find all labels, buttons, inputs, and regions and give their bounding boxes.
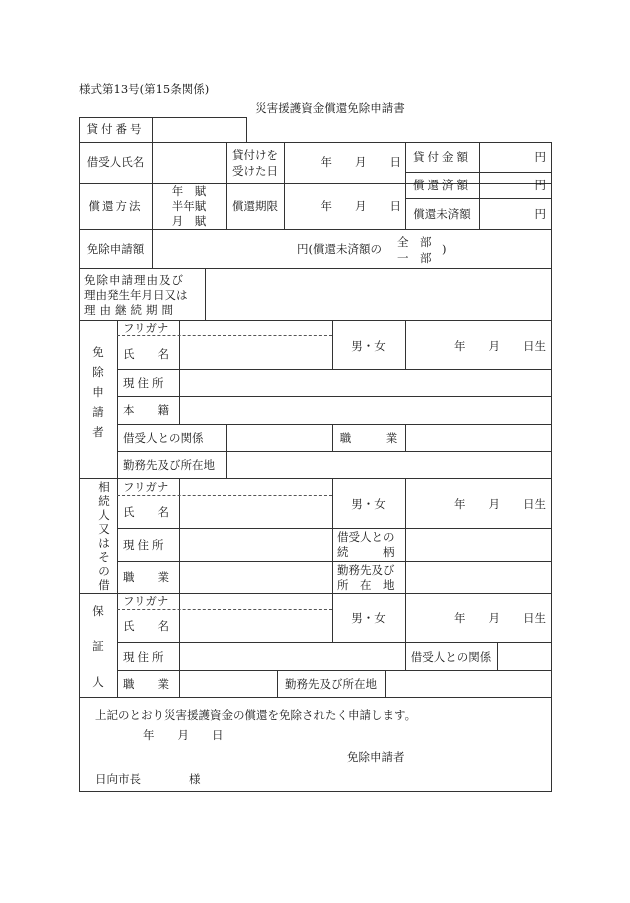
- heir-name-label: 氏 名: [123, 505, 169, 519]
- loan-date-label-1: 貸付けを: [232, 148, 278, 162]
- declaration-text: 上記のとおり災害援護資金の償還を免除されたく申請します。: [95, 708, 417, 722]
- guarantor-sex: 男・女: [351, 611, 386, 625]
- repayment-period-value: 年 月 日: [320, 199, 401, 213]
- unpaid-amount-label: 償還未済額: [413, 207, 471, 221]
- repayment-period-label: 償還期限: [232, 199, 278, 213]
- addressee-honorific: 様: [189, 772, 201, 786]
- applicant-occupation-label: 職 業: [339, 431, 398, 445]
- guarantor-relation-label: 借受人との関係: [410, 650, 492, 664]
- borrower-name-label: 借受人氏名: [86, 155, 145, 169]
- applicant-section-label: 免除申請者: [92, 345, 104, 439]
- heir-workplace-label-1: 勤務先及び: [337, 563, 395, 577]
- guarantor-address-label: 現住所: [123, 650, 167, 664]
- repaid-amount-label: 償還済額: [413, 178, 471, 192]
- method-monthly: 月 賦: [171, 214, 207, 228]
- loan-amount-yen: 円: [534, 150, 546, 164]
- heir-workplace-label-2: 所 在 地: [337, 578, 395, 592]
- applicant-name-label: 氏 名: [123, 347, 169, 361]
- repayment-method-label: 償還方法: [88, 199, 143, 213]
- exemption-amount-label: 免除申請額: [86, 242, 145, 256]
- applicant-domicile-label: 本 籍: [123, 403, 169, 417]
- guarantor-birth-date: 年 月 日生: [454, 611, 546, 625]
- guarantor-name-label: 氏 名: [123, 619, 169, 633]
- exemption-suffix: ): [442, 242, 447, 256]
- addressee: 日向市長: [95, 772, 141, 786]
- heir-section-label: 相続人又はその借: [98, 480, 110, 592]
- guarantor-workplace-label: 勤務先及び所在地: [285, 677, 377, 691]
- exemption-part: 一 部: [397, 251, 432, 265]
- guarantor-section-char-1: 保: [92, 604, 104, 618]
- exemption-amount-prefix: 円(償還未済額の: [297, 242, 382, 256]
- applicant-signature-label: 免除申請者: [347, 750, 405, 764]
- heir-relation-label-1: 借受人との: [337, 530, 395, 544]
- heir-birth-date: 年 月 日生: [454, 497, 546, 511]
- applicant-relation-label: 借受人との関係: [123, 431, 204, 445]
- reason-label-3: 理由継続期間: [84, 303, 177, 317]
- repaid-amount-yen: 円: [534, 178, 546, 192]
- loan-date-value: 年 月 日: [320, 155, 401, 169]
- applicant-birth-date: 年 月 日生: [454, 339, 546, 353]
- unpaid-amount-yen: 円: [534, 207, 546, 221]
- method-semiannual: 半年賦: [171, 199, 207, 213]
- applicant-workplace-label: 勤務先及び所在地: [123, 458, 215, 472]
- loan-number-label: 貸付番号: [86, 122, 145, 136]
- guarantor-section-char-2: 証: [92, 639, 104, 653]
- reason-label-2: 理由発生年月日又は: [84, 288, 188, 302]
- loan-amount-label: 貸付金額: [413, 150, 471, 164]
- declaration-date: 年 月 日: [143, 728, 224, 742]
- guarantor-section-char-3: 人: [92, 675, 104, 689]
- applicant-address-label: 現住所: [123, 376, 167, 390]
- applicant-sex: 男・女: [351, 339, 386, 353]
- heir-occupation-label: 職 業: [123, 570, 169, 584]
- exemption-all: 全 部: [397, 235, 432, 249]
- reason-label-1: 免除申請理由及び: [84, 273, 184, 287]
- guarantor-furigana-label: フリガナ: [123, 594, 169, 608]
- form-number: 様式第13号(第15条関係): [79, 82, 210, 96]
- heir-address-label: 現住所: [123, 538, 167, 552]
- heir-relation-label-2: 続 柄: [337, 545, 395, 559]
- guarantor-occupation-label: 職 業: [123, 677, 169, 691]
- form-title: 災害援護資金償還免除申請書: [255, 101, 405, 115]
- heir-furigana-label: フリガナ: [123, 480, 169, 494]
- method-annual: 年 賦: [171, 184, 207, 198]
- applicant-furigana-label: フリガナ: [123, 321, 169, 335]
- heir-sex: 男・女: [351, 497, 386, 511]
- loan-date-label-2: 受けた日: [232, 164, 278, 178]
